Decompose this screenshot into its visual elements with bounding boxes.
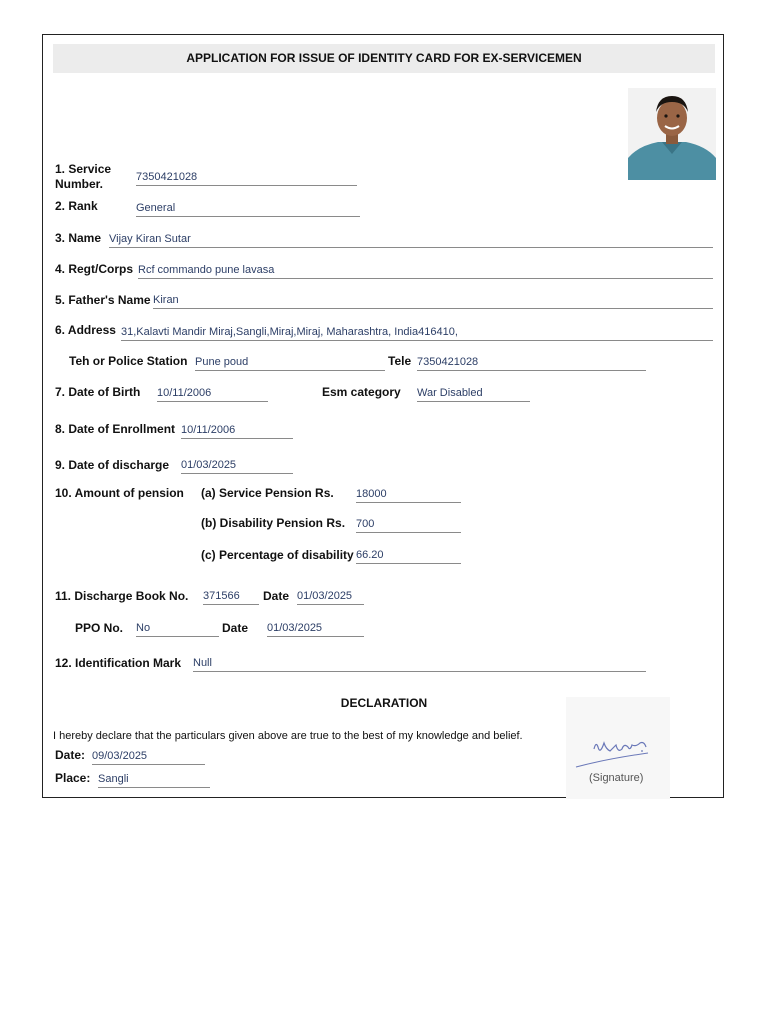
regt-corps-field[interactable]: Rcf commando pune lavasa — [138, 263, 713, 279]
enrollment-label: 8. Date of Enrollment — [55, 422, 176, 436]
discharge-book-label: 11. Discharge Book No. — [55, 589, 189, 603]
service-number-field[interactable]: 7350421028 — [136, 170, 357, 186]
declaration-text: I hereby declare that the particulars given above are true to the best of my knowledge and belief. — [53, 730, 523, 742]
disability-percentage-field[interactable]: 66.20 — [356, 548, 461, 564]
service-pension-label: (a) Service Pension Rs. — [201, 486, 334, 500]
esm-category-field[interactable]: War Disabled — [417, 386, 530, 402]
enrollment-field[interactable]: 10/11/2006 — [181, 423, 293, 439]
address-label: 6. Address — [55, 323, 116, 337]
service-pension-field[interactable]: 18000 — [356, 487, 461, 503]
declaration-date-field[interactable]: 09/03/2025 — [92, 749, 205, 765]
service-number-label: 1. Service Number. — [55, 162, 112, 191]
tele-field[interactable]: 7350421028 — [417, 355, 646, 371]
address-field[interactable]: 31,Kalavti Mandir Miraj,Sangli,Miraj,Miraj, Maharashtra, India416410, — [121, 325, 713, 341]
dob-field[interactable]: 10/11/2006 — [157, 386, 268, 402]
signature-label: (Signature) — [589, 772, 644, 784]
disability-pension-label: (b) Disability Pension Rs. — [201, 516, 346, 530]
discharge-book-field[interactable]: 371566 — [203, 589, 259, 605]
identification-mark-field[interactable]: Null — [193, 656, 646, 672]
declaration-place-field[interactable]: Sangli — [98, 772, 210, 788]
disability-pension-field[interactable]: 700 — [356, 517, 461, 533]
discharge-book-date-label: Date — [263, 589, 290, 603]
name-label: 3. Name — [55, 231, 102, 245]
police-station-field[interactable]: Pune poud — [195, 355, 385, 371]
regt-corps-label: 4. Regt/Corps — [55, 262, 134, 276]
declaration-place-label: Place: — [55, 771, 91, 785]
ppo-label: PPO No. — [75, 621, 124, 635]
rank-label: 2. Rank — [55, 199, 98, 213]
tele-label: Tele — [388, 354, 412, 368]
discharge-book-date-field[interactable]: 01/03/2025 — [297, 589, 364, 605]
fathers-name-label: 5. Father's Name — [55, 293, 151, 307]
ppo-date-field[interactable]: 01/03/2025 — [267, 621, 364, 637]
discharge-field[interactable]: 01/03/2025 — [181, 458, 293, 474]
disability-percentage-label: (c) Percentage of disability — [201, 548, 354, 562]
dob-label: 7. Date of Birth — [55, 385, 141, 399]
identification-mark-label: 12. Identification Mark — [55, 656, 182, 670]
applicant-photo — [628, 88, 716, 180]
application-form — [42, 34, 724, 798]
ppo-field[interactable]: No — [136, 621, 219, 637]
form-title: APPLICATION FOR ISSUE OF IDENTITY CARD FOR EX-SERVICEMEN — [53, 44, 715, 73]
name-field[interactable]: Vijay Kiran Sutar — [109, 232, 713, 248]
declaration-date-label: Date: — [55, 748, 86, 762]
fathers-name-field[interactable]: Kiran — [153, 293, 713, 309]
ppo-date-label: Date — [222, 621, 249, 635]
pension-label: 10. Amount of pension — [55, 486, 184, 500]
discharge-label: 9. Date of discharge — [55, 458, 170, 472]
esm-category-label: Esm category — [322, 385, 401, 399]
declaration-title: DECLARATION — [340, 696, 428, 710]
police-station-label: Teh or Police Station — [69, 354, 188, 368]
rank-field[interactable]: General — [136, 201, 360, 217]
